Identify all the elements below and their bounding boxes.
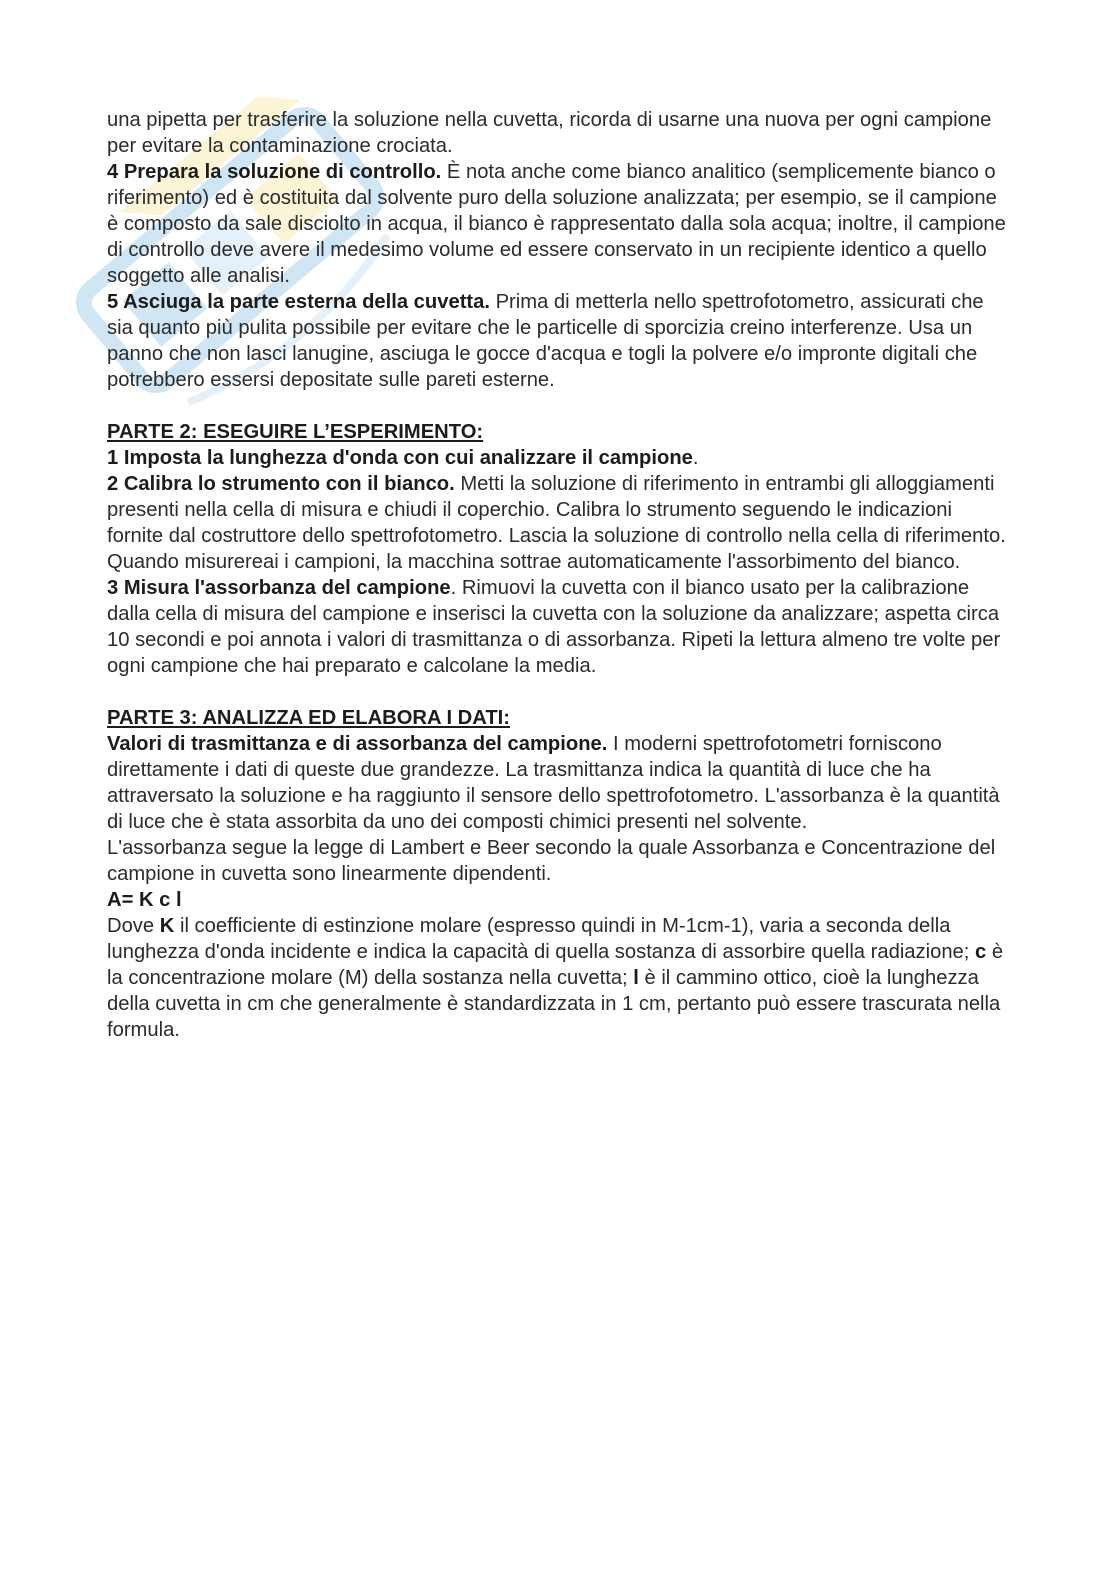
formula: A= K c l [107, 889, 182, 911]
paragraph-title: Valori di trasmittanza e di assorbanza del campione. [107, 733, 608, 755]
document-body [107, 107, 1007, 1043]
section-heading-part3: PARTE 3: ANALIZZA ED ELABORA I DATI: [107, 707, 510, 729]
step-title: 3 Misura l'assorbanza del campione [107, 577, 451, 599]
step-paragraph: 5 Asciuga la parte esterna della cuvetta. Prima di metterla nello spettrofotometro, assicurati che sia quanto più pulita possibile per evitare che le particelle di sporcizia creino interferenze. Usa un panno che non lasci lanugine, asciuga le gocce d'acqua e togli la polvere e/o impronte digitali che potrebbero essersi depositate sulle pareti esterne. [107, 291, 984, 391]
step-paragraph: 2 Calibra lo strumento con il bianco. Metti la soluzione di riferimento in entrambi gli alloggiamenti presenti nella cella di misura e chiudi il coperchio. Calibra lo strumento seguendo le indicazioni fornite dal costruttore dello spettrofotometro. Lascia la soluzione di controllo nella cella di riferimento. Quando misurereai i campioni, la macchina sottrae automaticamente l'assorbimento del bianco. [107, 473, 1006, 573]
step-title: 5 Asciuga la parte esterna della cuvetta. [107, 291, 490, 313]
formula-explanation: Dove K il coefficiente di estinzione molare (espresso quindi in M-1cm-1), varia a seconda della lunghezza d'onda incidente e indica la capacità di quella sostanza di assorbire quella radiazione; c è la concentrazione molare (M) della sostanza nella cuvetta; l è il cammino ottico, cioè la lunghezza della cuvetta in cm che generalmente è standardizzata in 1 cm, pertanto può essere trascurata nella formula. [107, 915, 1004, 1041]
step-title: 1 Imposta la lunghezza d'onda con cui analizzare il campione [107, 447, 693, 469]
section-heading-part2: PARTE 2: ESEGUIRE L’ESPERIMENTO: [107, 421, 484, 443]
step-paragraph: 4 Prepara la soluzione di controllo. È nota anche come bianco analitico (semplicemente bianco o riferimento) ed è costituita dal solvente puro della soluzione analizzata; per esempio, se il campione è composto da sale disciolto in acqua, il bianco è rappresentato dalla sola acqua; inoltre, il campione di controllo deve avere il medesimo volume ed essere conservato in un recipiente identico a quello soggetto alle analisi. [107, 161, 1006, 287]
step-title: 4 Prepara la soluzione di controllo. [107, 161, 442, 183]
step-paragraph: 3 Misura l'assorbanza del campione. Rimuovi la cuvetta con il bianco usato per la calibrazione dalla cella di misura del campione e inserisci la cuvetta con la soluzione da analizzare; aspetta circa 10 secondi e poi annota i valori di trasmittanza o di assorbanza. Ripeti la lettura almeno tre volte per ogni campione che hai preparato e calcolane la media. [107, 577, 1001, 677]
analysis-paragraph: Valori di trasmittanza e di assorbanza del campione. I moderni spettrofotometri forniscono direttamente i dati di queste due grandezze. La trasmittanza indica la quantità di luce che ha attraversato la soluzione e ha raggiunto il sensore dello spettrofotometro. L'assorbanza è la quantità di luce che è stata assorbita da uno dei composti chimici presenti nel solvente. [107, 733, 1000, 833]
intro-paragraph: una pipetta per trasferire la soluzione nella cuvetta, ricorda di usarne una nuova per ogni campione per evitare la contaminazione crociata. [107, 109, 992, 157]
step-paragraph: 1 Imposta la lunghezza d'onda con cui analizzare il campione. [107, 447, 699, 469]
lambert-beer-paragraph: L'assorbanza segue la legge di Lambert e Beer secondo la quale Assorbanza e Concentrazione del campione in cuvetta sono linearmente dipendenti. [107, 837, 996, 885]
step-title: 2 Calibra lo strumento con il bianco. [107, 473, 455, 495]
